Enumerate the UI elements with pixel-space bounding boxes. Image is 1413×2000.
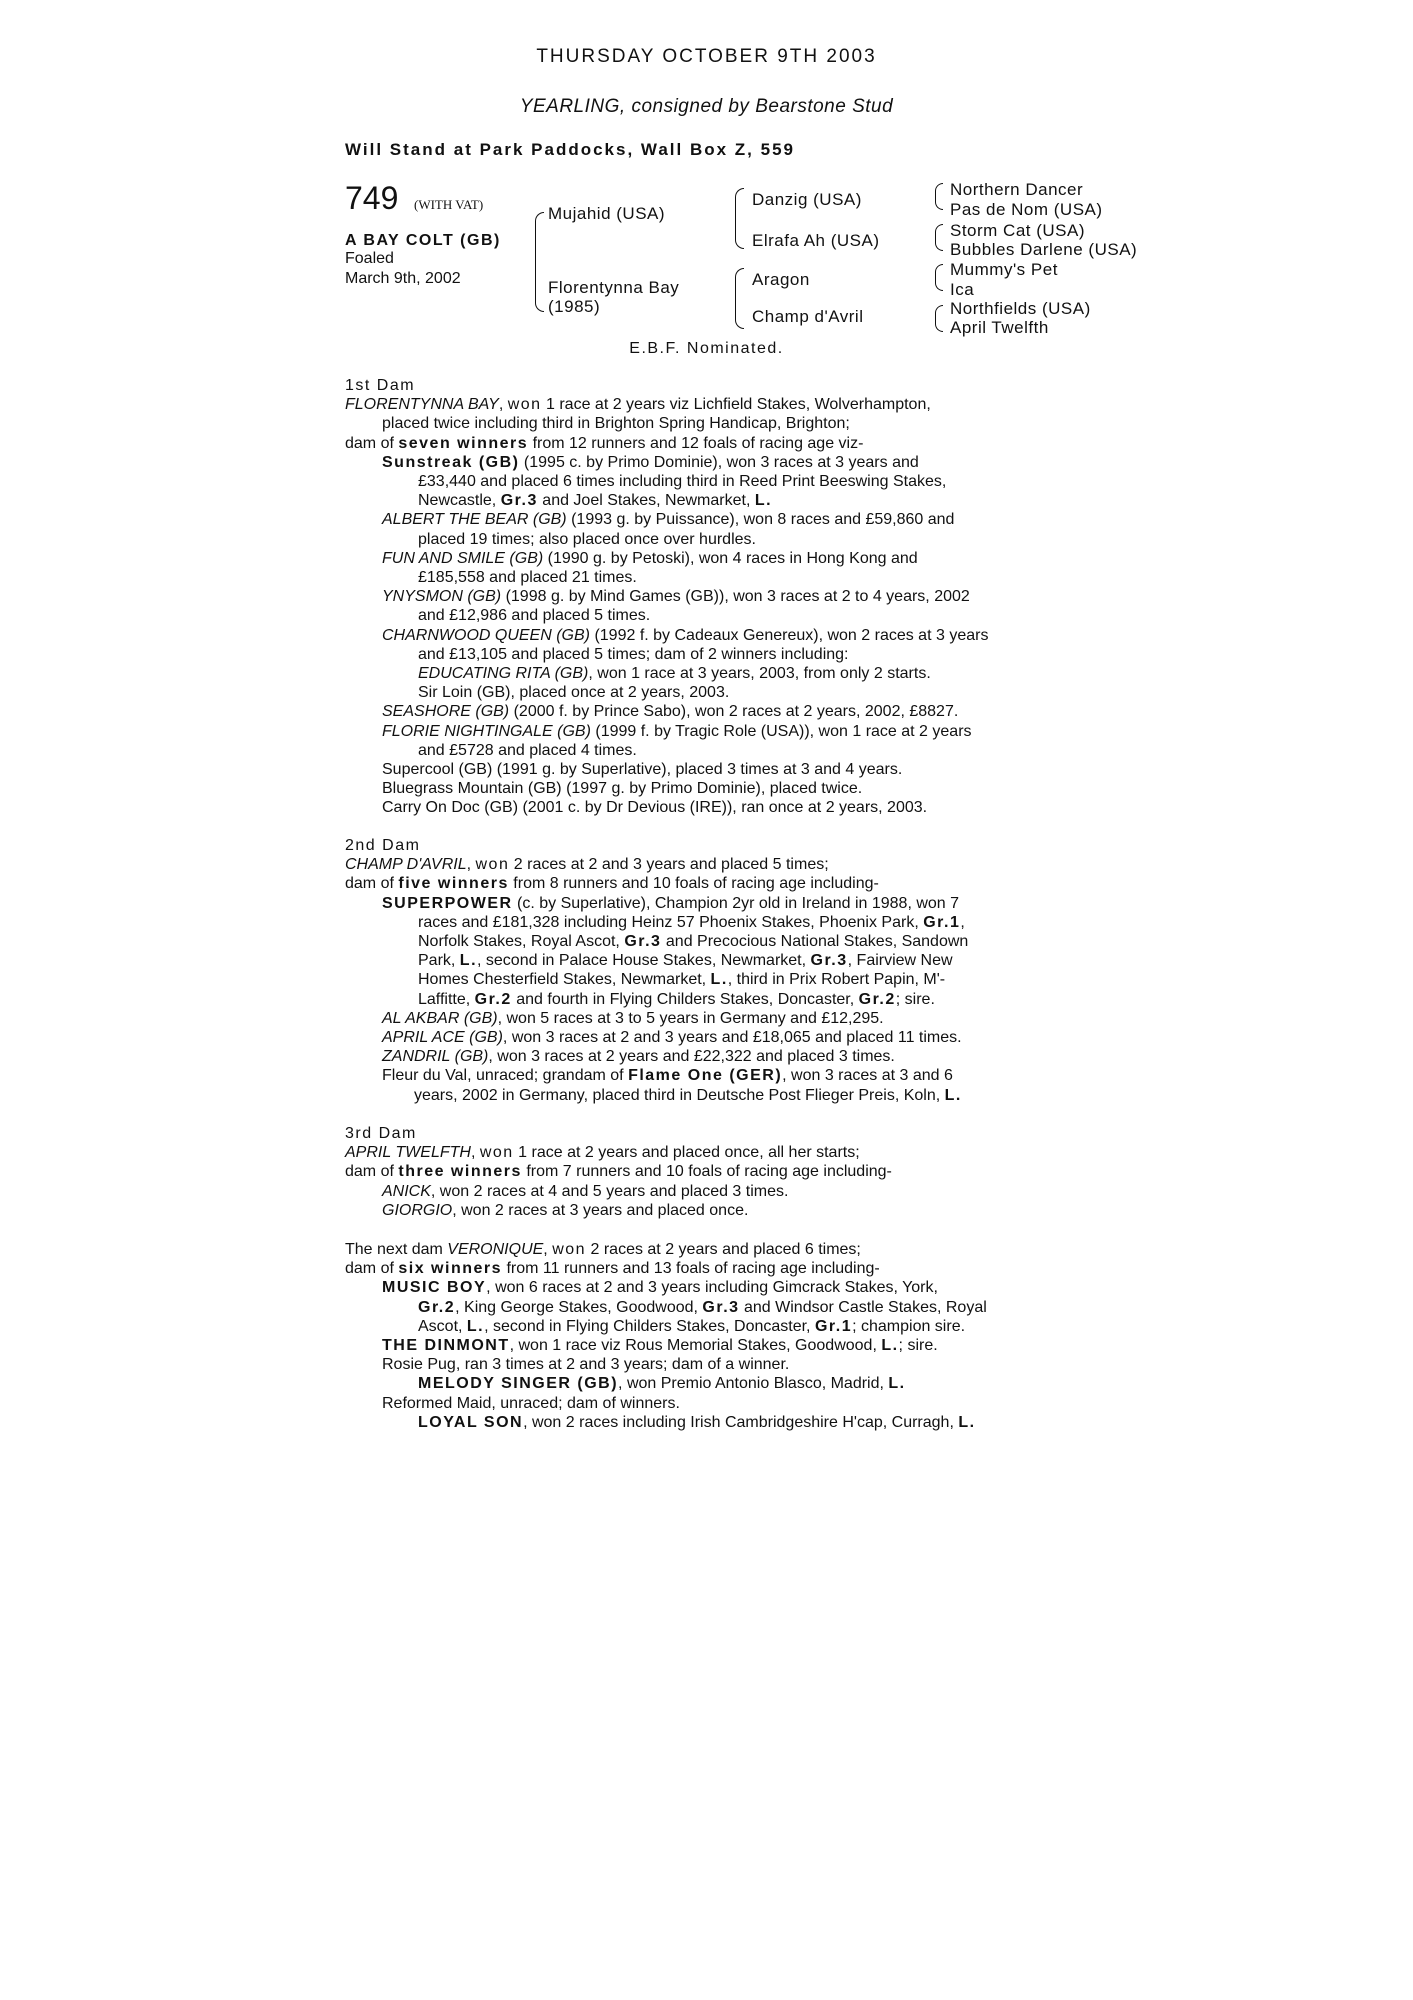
text-segment: (1993 g. by Puissance), won 8 races and £59,860 and (566, 511, 955, 529)
text-segment: Sunstreak (GB) (382, 453, 520, 471)
produce-line (345, 453, 1090, 472)
text-segment: Gr.2 (858, 990, 896, 1008)
produce-line (345, 626, 1090, 645)
text-segment: and fourth in Flying Childers Stakes, Doncaster, (511, 990, 859, 1008)
produce-line (345, 1336, 1090, 1355)
text-segment: L. (710, 971, 728, 989)
text-segment: GIORGIO (382, 1201, 453, 1219)
text-segment: L. (754, 492, 773, 510)
pedigree-sire: Mujahid (USA) (548, 204, 666, 223)
produce-line (345, 1201, 1090, 1220)
pedigree-brace (935, 224, 943, 238)
text-segment: ZANDRIL (GB) (382, 1048, 489, 1066)
text-segment: won (479, 1144, 514, 1162)
text-segment: , third in Prix Robert Papin, M'- (727, 971, 946, 989)
text-segment: dam of (345, 1260, 399, 1278)
pedigree-dam: Florentynna Bay (548, 278, 680, 297)
produce-line: placed 19 times; also placed once over hurdles. (418, 530, 756, 548)
text-segment: , (543, 1241, 553, 1258)
text-segment: , won 2 races including Irish Cambridgeshire H'cap, Curragh, (523, 1413, 959, 1431)
pedigree-ancestor: Northfields (USA) (950, 299, 1091, 318)
produce-line (345, 702, 1090, 721)
dam-line (345, 1143, 1090, 1162)
pedigree-brace (535, 265, 544, 312)
produce-line (345, 1298, 1090, 1317)
text-segment: L. (881, 1337, 899, 1355)
text-segment: FLORIE NIGHTINGALE (GB) (382, 722, 591, 740)
text-segment: , won 2 races at 4 and 5 years and placed 3 times. (430, 1182, 789, 1200)
text-segment: , (960, 913, 965, 931)
text-segment: Gr.3 (624, 933, 662, 951)
text-segment: dam of (345, 434, 399, 452)
text-segment: , won 5 races at 3 to 5 years in Germany and £12,295. (497, 1009, 884, 1027)
text-segment: Norfolk Stakes, Royal Ascot, (418, 933, 625, 951)
text-segment: five winners (398, 875, 509, 893)
produce-line (345, 722, 1090, 741)
text-segment: Homes Chesterfield Stakes, Newmarket, (418, 971, 711, 989)
text-segment: L. (888, 1375, 906, 1393)
text-segment: 2 races at 2 years and placed 6 times; (586, 1241, 861, 1258)
produce-line: Rosie Pug, ran 3 times at 2 and 3 years; dam of a winner. (382, 1356, 790, 1374)
text-segment: Fleur du Val, unraced; grandam of (382, 1067, 629, 1085)
text-segment: Gr.3 (810, 952, 848, 970)
pedigree-brace (735, 268, 744, 299)
pedigree-ancestor: Bubbles Darlene (USA) (950, 240, 1138, 259)
text-segment: 2 races at 2 and 3 years and placed 5 times; (509, 856, 829, 874)
consignment-line: YEARLING, consigned by Bearstone Stud (519, 96, 894, 117)
pedigree-ancestor: Pas de Nom (USA) (950, 200, 1103, 219)
pedigree-brace (935, 196, 943, 210)
text-segment: MUSIC BOY (382, 1279, 487, 1297)
text-segment: Gr.3 (702, 1298, 740, 1316)
text-segment: won (552, 1241, 587, 1258)
text-segment: ANICK (382, 1182, 431, 1200)
text-segment: , King George Stakes, Goodwood, (455, 1298, 703, 1316)
pedigree-brace (535, 212, 544, 266)
text-segment: YNYSMON (GB) (382, 588, 502, 606)
produce-line (345, 1182, 1090, 1201)
text-segment: The next dam (345, 1241, 448, 1258)
produce-line (345, 951, 1090, 970)
text-segment: races and £181,328 including Heinz 57 Phoenix Stakes, Phoenix Park, (418, 913, 924, 931)
text-segment: ; sire. (898, 1337, 938, 1355)
text-segment: dam of (345, 1163, 399, 1181)
pedigree-brace (935, 237, 943, 251)
text-segment: ; sire. (895, 990, 935, 1008)
text-segment: , second in Palace House Stakes, Newmarket, (477, 952, 811, 970)
produce-line: Supercool (GB) (1991 g. by Superlative), placed 3 times at 3 and 4 years. (382, 761, 903, 779)
text-segment: , second in Flying Childers Stakes, Doncaster, (484, 1317, 815, 1335)
text-segment: L. (958, 1413, 976, 1431)
produce-line (345, 549, 1090, 568)
text-segment: THE DINMONT (382, 1337, 510, 1355)
text-segment: SEASHORE (GB) (382, 703, 510, 721)
produce-line (345, 970, 1090, 989)
text-segment: dam of (345, 875, 399, 893)
produce-line: and £13,105 and placed 5 times; dam of 2 winners including: (418, 645, 849, 663)
text-segment: L. (466, 1317, 485, 1335)
text-segment: and Precocious National Stakes, Sandown (661, 933, 969, 951)
text-segment: , won 3 races at 2 and 3 years and £18,065 and placed 11 times. (502, 1029, 962, 1047)
text-segment: Park, (418, 952, 460, 970)
first-dam-section (345, 376, 1090, 818)
section-heading: 3rd Dam (345, 1125, 417, 1142)
text-segment: from 12 runners and 12 foals of racing age viz- (528, 434, 864, 452)
produce-line (345, 1066, 1090, 1085)
sale-date: THURSDAY OCTOBER 9TH 2003 (536, 46, 877, 67)
pedigree-brace (735, 298, 744, 329)
dam-line (345, 434, 1090, 453)
dam-line (345, 855, 1090, 874)
text-segment: (1990 g. by Petoski), won 4 races in Hong Kong and (543, 549, 918, 567)
next-dam-section (345, 1240, 1090, 1432)
produce-line: Bluegrass Mountain (GB) (1997 g. by Primo Dominie), placed twice. (382, 780, 863, 798)
text-segment: FLORENTYNNA BAY (345, 396, 499, 414)
pedigree-brace (935, 305, 943, 319)
lot-vat: (WITH VAT) (414, 197, 484, 212)
text-segment: and Joel Stakes, Newmarket, (537, 492, 755, 510)
foaled-date: March 9th, 2002 (345, 270, 461, 287)
pedigree-sire-dam: Elrafa Ah (USA) (752, 231, 880, 250)
dam-line (345, 874, 1090, 893)
produce-line (345, 1374, 1090, 1393)
produce-line: and £12,986 and placed 5 times. (418, 607, 651, 625)
pedigree-brace (735, 188, 744, 219)
text-segment: Laffitte, (418, 990, 475, 1008)
text-segment: EDUCATING RITA (GB) (418, 665, 589, 683)
pedigree-ancestor: Mummy's Pet (950, 260, 1058, 279)
pedigree-brace (935, 264, 943, 278)
text-segment: (1995 c. by Primo Dominie), won 3 races at 3 years and (519, 453, 919, 471)
pedigree-dam-dam: Champ d'Avril (752, 307, 864, 326)
produce-line (345, 1028, 1090, 1047)
text-segment: Ascot, (418, 1317, 467, 1335)
text-segment: , won 1 race at 3 years, 2003, from only 2 starts. (588, 665, 931, 683)
pedigree-ancestor: Ica (950, 280, 975, 299)
text-segment: FUN AND SMILE (GB) (382, 549, 544, 567)
text-segment: AL AKBAR (GB) (382, 1009, 498, 1027)
dam-line (345, 395, 1090, 414)
lot-number: 749 (345, 180, 399, 216)
produce-line (345, 1413, 1090, 1432)
produce-line: and £5728 and placed 4 times. (418, 741, 637, 759)
pedigree-ancestor: April Twelfth (950, 318, 1049, 337)
text-segment: APRIL TWELFTH (345, 1144, 471, 1162)
dam-line: placed twice including third in Brighton Spring Handicap, Brighton; (382, 415, 850, 433)
text-segment: Gr.3 (500, 492, 538, 510)
text-segment: ALBERT THE BEAR (GB) (382, 511, 567, 529)
pedigree-dam-sire: Aragon (752, 270, 810, 289)
text-segment: , won 2 races at 3 years and placed once. (452, 1201, 749, 1219)
stand-location: Will Stand at Park Paddocks, Wall Box Z, 559 (345, 140, 795, 159)
text-segment: , (470, 1144, 480, 1162)
text-segment: MELODY SINGER (GB) (418, 1375, 619, 1393)
text-segment: (c. by Superlative), Champion 2yr old in Ireland in 1988, won 7 (512, 894, 960, 912)
text-segment: three winners (398, 1163, 522, 1181)
produce-line: Carry On Doc (GB) (2001 c. by Dr Devious (IRE)), ran once at 2 years, 2003. (382, 799, 928, 817)
dam-line (345, 1259, 1090, 1278)
produce-line (345, 491, 1090, 510)
text-segment: from 8 runners and 10 foals of racing age including- (508, 875, 879, 893)
text-segment: seven winners (398, 434, 529, 452)
pedigree-sire-sire: Danzig (USA) (752, 190, 862, 209)
text-segment: LOYAL SON (418, 1413, 524, 1431)
text-segment: won (475, 856, 510, 874)
text-segment: (1992 f. by Cadeaux Genereux), won 2 races at 3 years (590, 626, 989, 644)
text-segment: from 11 runners and 13 foals of racing age including- (502, 1260, 880, 1278)
text-segment: years, 2002 in Germany, placed third in Deutsche Post Flieger Preis, Koln, (414, 1086, 945, 1104)
pedigree-brace (935, 318, 943, 332)
produce-line: £33,440 and placed 6 times including third in Reed Print Beeswing Stakes, (418, 473, 947, 491)
section-heading: 2nd Dam (345, 837, 421, 854)
text-segment: SUPERPOWER (382, 894, 513, 912)
pedigree-ancestor: Northern Dancer (950, 180, 1084, 199)
text-segment: L. (944, 1086, 962, 1104)
second-dam-section (345, 836, 1090, 1105)
text-segment: CHAMP D'AVRIL (345, 856, 467, 874)
text-segment: L. (459, 952, 478, 970)
pedigree-ancestor: Storm Cat (USA) (950, 221, 1086, 240)
third-dam-section (345, 1124, 1090, 1220)
dam-line (345, 1162, 1090, 1181)
ebf-nomination: E.B.F. Nominated. (629, 340, 784, 357)
text-segment: , (466, 856, 476, 874)
text-segment: , won Premio Antonio Blasco, Madrid, (618, 1375, 889, 1393)
produce-line (345, 913, 1090, 932)
produce-line (345, 510, 1090, 529)
text-segment: Gr.2 (474, 990, 512, 1008)
produce-line (345, 932, 1090, 951)
produce-line (345, 1086, 1090, 1105)
pedigree-brace (735, 218, 744, 249)
text-segment: 1 race at 2 years viz Lichfield Stakes, Wolverhampton, (541, 396, 931, 414)
text-segment: , won 6 races at 2 and 3 years including Gimcrack Stakes, York, (486, 1279, 938, 1297)
dam-line (345, 1240, 1090, 1259)
produce-line (345, 1317, 1090, 1336)
text-segment: , (498, 396, 508, 414)
text-segment: APRIL ACE (GB) (382, 1029, 503, 1047)
text-segment: (1998 g. by Mind Games (GB)), won 3 races at 2 to 4 years, 2002 (501, 588, 970, 606)
produce-line: £185,558 and placed 21 times. (418, 569, 637, 587)
text-segment: 1 race at 2 years and placed once, all her starts; (513, 1144, 860, 1162)
produce-line (345, 1278, 1090, 1297)
text-segment: and Windsor Castle Stakes, Royal (739, 1298, 987, 1316)
text-segment: Newcastle, (418, 492, 501, 510)
produce-line (345, 1009, 1090, 1028)
produce-line: Sir Loin (GB), placed once at 2 years, 2003. (418, 684, 730, 702)
text-segment: , won 3 races at 2 years and £22,322 and placed 3 times. (488, 1048, 895, 1066)
produce-line (345, 664, 1090, 683)
produce-line (345, 990, 1090, 1009)
text-segment: ; champion sire. (852, 1317, 966, 1335)
text-segment: Gr.2 (418, 1298, 456, 1316)
produce-line: Reformed Maid, unraced; dam of winners. (382, 1394, 680, 1412)
text-segment: Flame One (GER) (628, 1067, 783, 1085)
foaled-label: Foaled (345, 250, 394, 267)
produce-line (345, 587, 1090, 606)
text-segment: VERONIQUE (447, 1241, 544, 1258)
produce-line (345, 1047, 1090, 1066)
produce-line (345, 894, 1090, 913)
text-segment: (2000 f. by Prince Sabo), won 2 races at 2 years, 2002, £8827. (509, 703, 959, 721)
pedigree-brace (935, 277, 943, 291)
text-segment: won (507, 396, 542, 414)
text-segment: (1999 f. by Tragic Role (USA)), won 1 race at 2 years (590, 722, 972, 740)
text-segment: , won 3 races at 3 and 6 (782, 1067, 953, 1085)
section-heading: 1st Dam (345, 377, 416, 394)
text-segment: Gr.1 (923, 913, 961, 931)
text-segment: CHARNWOOD QUEEN (GB) (382, 626, 590, 644)
text-segment: Gr.1 (814, 1317, 853, 1335)
text-segment: from 7 runners and 10 foals of racing age including- (521, 1163, 892, 1181)
text-segment: , won 1 race viz Rous Memorial Stakes, Goodwood, (509, 1337, 882, 1355)
pedigree-brace (935, 183, 943, 197)
text-segment: , Fairview New (847, 952, 953, 970)
pedigree-dam-year: (1985) (548, 297, 601, 316)
text-segment: six winners (398, 1260, 503, 1278)
lot-description: A BAY COLT (GB) (345, 232, 501, 249)
